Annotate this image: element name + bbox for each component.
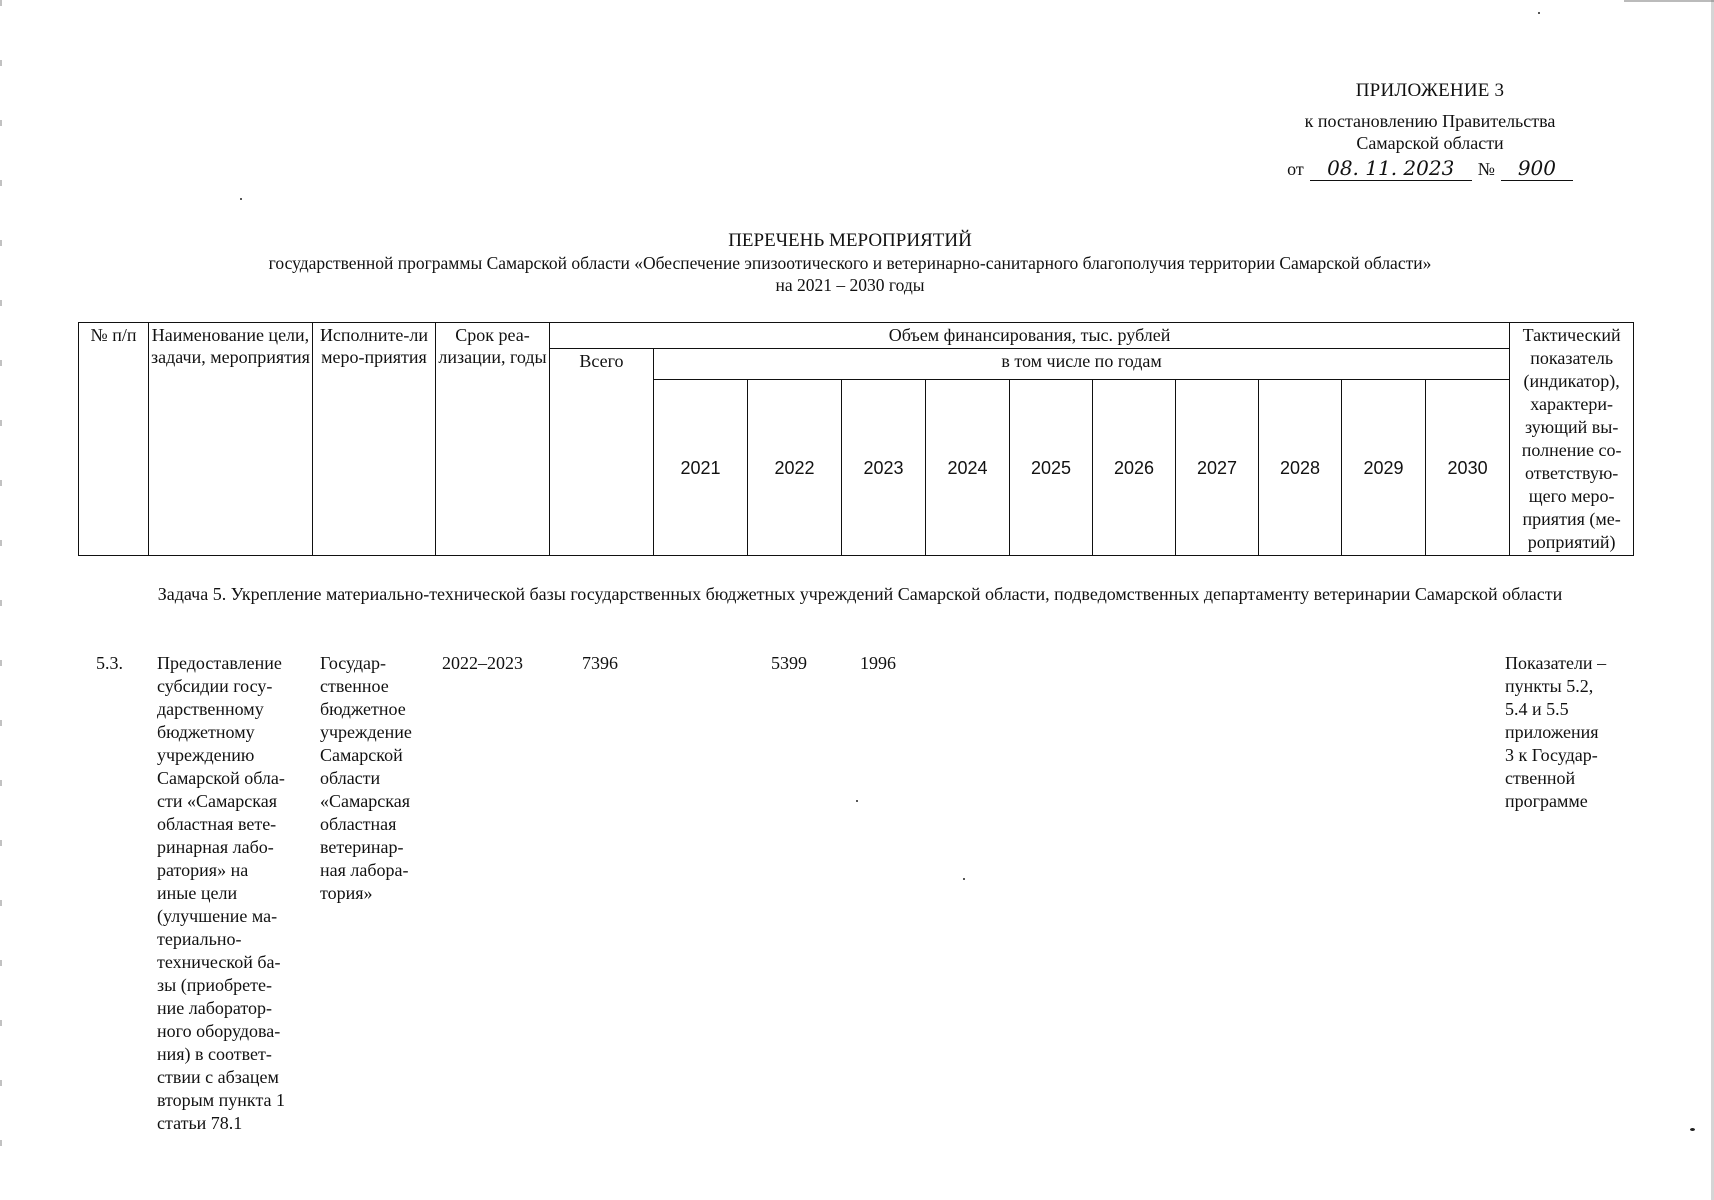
document-subtitle: государственной программы Самарской области «Обеспечение эпизоотического и ветеринарно-санитарного благополучия территории Самарской области» <box>268 253 1432 273</box>
cell-line: ствии с абзацем <box>157 1067 279 1087</box>
row-value-2023: 1996 <box>860 653 896 673</box>
cell-line: ринарная лабо- <box>157 837 274 857</box>
cell-line: «Самарская <box>320 791 410 811</box>
scan-edge-top <box>1624 0 1714 2</box>
scan-edge-left <box>0 0 2 1200</box>
col-header-funding: Объем финансирования, тыс. рублей <box>550 323 1510 349</box>
cell-line: Самарской <box>320 745 403 765</box>
col-header-year: 2027 <box>1176 380 1259 556</box>
document-period: на 2021 – 2030 годы <box>775 275 925 295</box>
cell-line: ветеринар- <box>320 837 404 857</box>
row-name <box>157 652 307 1135</box>
cell-line: Предоставление <box>157 653 282 673</box>
cell-line: технической ба- <box>157 952 281 972</box>
cell-line: ние лаборатор- <box>157 998 273 1018</box>
cell-line: ственное <box>320 676 389 696</box>
cell-line: пункты 5.2, <box>1505 676 1594 696</box>
cell-line: зы (приобрете- <box>157 975 272 995</box>
row-executor <box>320 652 430 905</box>
cell-line: приложения <box>1505 722 1599 742</box>
cell-line: учреждению <box>157 745 255 765</box>
cell-line: областная <box>320 814 397 834</box>
cell-line: учреждение <box>320 722 412 742</box>
appendix-line-1: к постановлению Правительства <box>1304 111 1556 131</box>
col-header-by-years: в том числе по годам <box>654 349 1510 380</box>
scan-speck <box>240 198 242 200</box>
col-header-term: Срок реа-лизации, годы <box>436 323 550 556</box>
cell-line: Самарской обла- <box>157 768 285 788</box>
cell-line: Показатели – <box>1505 653 1607 673</box>
date-prefix: от <box>1287 159 1304 179</box>
col-header-executor: Исполните-ли меро-приятия <box>313 323 436 556</box>
col-header-year: 2025 <box>1010 380 1093 556</box>
number-prefix: № <box>1477 159 1495 179</box>
cell-line: 3 к Государ- <box>1505 745 1598 765</box>
cell-line: ратория» на <box>157 860 249 880</box>
appendix-header <box>1250 80 1610 181</box>
cell-line: вторым пункта 1 <box>157 1090 286 1110</box>
table-row <box>78 652 1634 1152</box>
col-header-year: 2023 <box>842 380 926 556</box>
task-heading: Задача 5. Укрепление материально-технической базы государственных бюджетных учреждений Самарской области, подведомственных департаменту ветеринарии Самарской области <box>157 584 1563 604</box>
cell-line: иные цели <box>157 883 238 903</box>
cell-line: ственной <box>1505 768 1576 788</box>
cell-line: Государ- <box>320 653 387 673</box>
col-header-num: № п/п <box>79 323 149 556</box>
handwritten-number: 900 <box>1501 156 1573 181</box>
handwritten-date: 08. 11. 2023 <box>1310 156 1472 181</box>
col-header-year: 2021 <box>654 380 748 556</box>
col-header-year: 2026 <box>1093 380 1176 556</box>
cell-line: сти «Самарская <box>157 791 277 811</box>
table-header <box>78 322 1634 556</box>
col-header-year: 2030 <box>1426 380 1510 556</box>
cell-line: бюджетному <box>157 722 255 742</box>
col-header-year: 2029 <box>1342 380 1426 556</box>
cell-line: дарственному <box>157 699 264 719</box>
cell-line: (улучшение ма- <box>157 906 278 926</box>
appendix-title: ПРИЛОЖЕНИЕ 3 <box>1355 80 1505 101</box>
cell-line: бюджетное <box>320 699 406 719</box>
cell-line: области <box>320 768 381 788</box>
appendix-line-2: Самарской области <box>1356 133 1504 153</box>
cell-line: 5.4 и 5.5 <box>1505 699 1569 719</box>
col-header-year: 2028 <box>1259 380 1342 556</box>
cell-line: тория» <box>320 883 373 903</box>
row-value-2022: 5399 <box>771 653 807 673</box>
col-header-tactical: Тактический показатель (индикатор), характери-зующий вы-полнение со-ответствую-щего меро-приятия (ме-роприятий) <box>1510 323 1634 556</box>
cell-line: программе <box>1505 791 1588 811</box>
row-term: 2022–2023 <box>442 653 523 673</box>
col-header-year: 2024 <box>926 380 1010 556</box>
cell-line: ная лабора- <box>320 860 409 880</box>
cell-line: териально- <box>157 929 242 949</box>
cell-line: ния) в соответ- <box>157 1044 272 1064</box>
scan-speck <box>1690 1128 1695 1131</box>
row-tactical-indicator <box>1505 652 1625 813</box>
col-header-name: Наименование цели, задачи, мероприятия <box>149 323 313 556</box>
document-title: ПЕРЕЧЕНЬ МЕРОПРИЯТИЙ <box>728 230 972 251</box>
document-title-block <box>120 230 1580 296</box>
row-total: 7396 <box>582 653 618 673</box>
col-header-total: Всего <box>550 349 654 556</box>
decree-line <box>1250 156 1610 181</box>
cell-line: ного оборудова- <box>157 1021 281 1041</box>
cell-line: статьи 78.1 <box>157 1113 243 1133</box>
cell-line: субсидии госу- <box>157 676 273 696</box>
scan-speck <box>1538 12 1540 14</box>
cell-line: областная вете- <box>157 814 277 834</box>
row-number: 5.3. <box>96 653 123 673</box>
col-header-year: 2022 <box>748 380 842 556</box>
